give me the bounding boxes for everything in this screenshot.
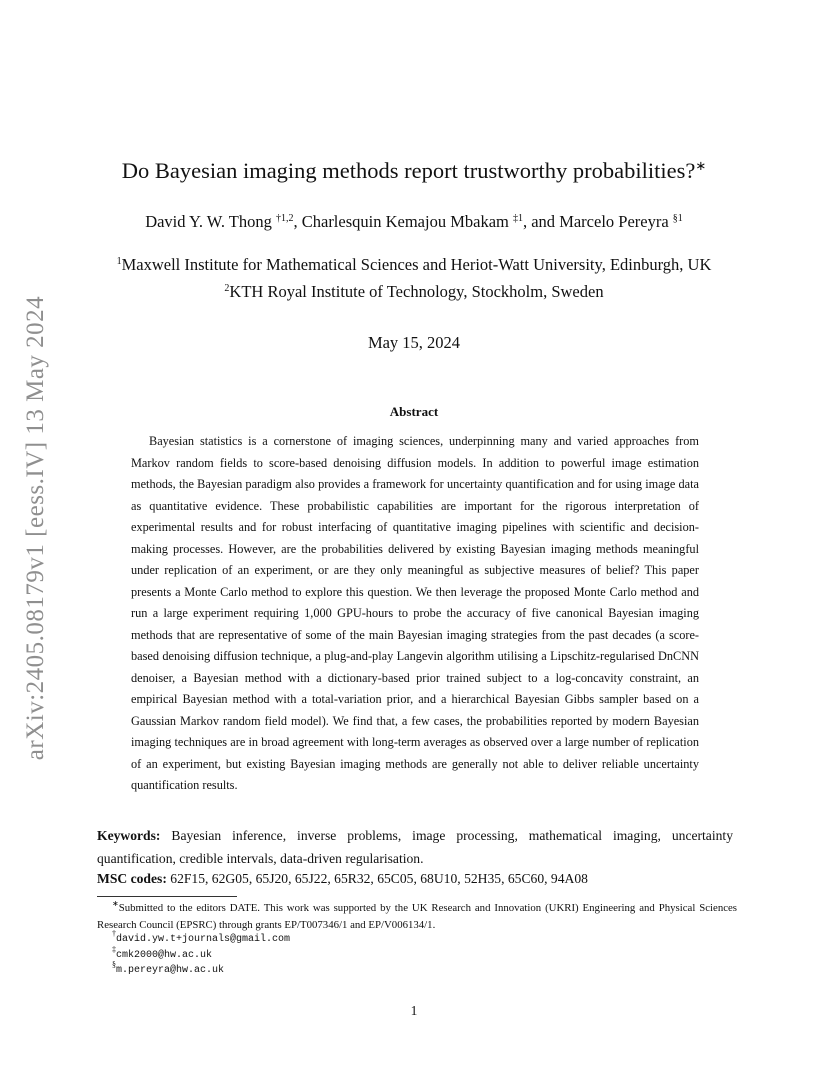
affiliation-text: Maxwell Institute for Mathematical Sciences and Heriot-Watt University, Edinburgh, UK <box>121 255 712 274</box>
footnote-mark: † <box>112 929 116 938</box>
email-footnote <box>112 929 291 945</box>
footnote-mark: ‡ <box>112 945 116 954</box>
arxiv-identifier-stamp: arXiv:2405.08179v1 [eess.IV] 13 May 2024 <box>22 295 49 761</box>
footnote-divider <box>97 896 237 897</box>
author-name: Marcelo Pereyra <box>559 212 669 231</box>
paper-title-text: Do Bayesian imaging methods report trustworthy probabilities? <box>121 158 696 183</box>
abstract-heading: Abstract <box>389 404 439 419</box>
author-list <box>0 212 828 232</box>
abstract-body: Bayesian statistics is a cornerstone of imaging sciences, underpinning many and varied approaches from Markov random fields to score-based denoising diffusion models. In addition to powerful image estimation methods, the Bayesian paradigm also provides a framework for uncertainty quantification and for using image data as quantitative evidence. These probabilistic capabilities are important for the rigorous interpretation of experimental results and for robust interfacing of quantitative imaging pipelines with scientific and decision-making processes. However, are the probabilities delivered by existing Bayesian imaging methods meaningful under replication of an experiment, or are they only meaningful as subjective measures of belief? This paper presents a Monte Carlo method to explore this question. We then leverage the proposed Monte Carlo method and run a large experiment requiring 1,000 GPU-hours to probe the accuracy of five canonical Bayesian imaging methods that are representative of some of the main Bayesian imaging strategies from the past decades (a score-based denoising diffusion technique, a plug-and-play Langevin algorithm utilising a Lipschitz-regularised DnCNN denoiser, a Bayesian method with a dictionary-based prior trained subject to a log-concavity constraint, an empirical Bayesian method with a total-variation prior, and a hierarchical Bayesian Gibbs sampler based on a Gaussian Markov random field model). We find that, a few cases, the probabilities reported by modern Bayesian imaging techniques are in broad agreement with long-term averages as observed over a large number of replication of an experiment, but existing Bayesian imaging methods are generally not able to deliver reliable uncertainty quantification results. <box>131 434 699 792</box>
paper-title <box>0 158 828 184</box>
keywords-label: Keywords: <box>97 828 161 843</box>
keywords-text: Bayesian inference, inverse problems, image processing, mathematical imaging, uncertainty quantification, credible intervals, data-driven regularisation. <box>97 828 733 866</box>
publication-date: May 15, 2024 <box>367 333 461 352</box>
msc-codes-text: 62F15, 62G05, 65J20, 65J22, 65R32, 65C05, 68U10, 52H35, 65C60, 94A08 <box>170 871 588 886</box>
msc-codes-section <box>97 871 733 887</box>
funding-footnote <box>97 900 737 934</box>
email-address[interactable]: david.yw.t+journals@gmail.com <box>116 934 291 945</box>
author-separator: , and <box>522 212 560 231</box>
author-name: Charlesquin Kemajou Mbakam <box>301 212 509 231</box>
affiliation <box>0 255 828 275</box>
author-marks: †1,2 <box>275 213 294 224</box>
page-number: 1 <box>410 1003 418 1018</box>
author-marks: §1 <box>672 213 683 224</box>
msc-codes-label: MSC codes: <box>97 871 167 886</box>
email-address[interactable]: m.pereyra@hw.ac.uk <box>116 965 225 976</box>
email-address[interactable]: cmk2000@hw.ac.uk <box>116 950 213 961</box>
footnote-mark: § <box>112 960 116 969</box>
affiliation-text: KTH Royal Institute of Technology, Stockholm, Sweden <box>229 282 604 301</box>
email-footnote <box>112 960 225 976</box>
keywords-section <box>97 824 733 870</box>
affiliation-mark: 2 <box>224 283 230 294</box>
affiliation <box>0 282 828 302</box>
funding-footnote-text: Submitted to the editors DATE. This work was supported by the UK Research and Innovation (UKRI) Engineering and Physical Sciences Research Council (EPSRC) through grants EP/T007346/1 and EP/V006134/1. <box>97 902 737 931</box>
author-separator: , <box>293 212 302 231</box>
affiliation-mark: 1 <box>116 256 122 267</box>
author-marks: ‡1 <box>512 213 523 224</box>
author-name: David Y. W. Thong <box>145 212 272 231</box>
email-footnote <box>112 945 213 961</box>
footnote-mark: ∗ <box>112 899 119 908</box>
title-footnote-mark: ∗ <box>695 158 707 173</box>
